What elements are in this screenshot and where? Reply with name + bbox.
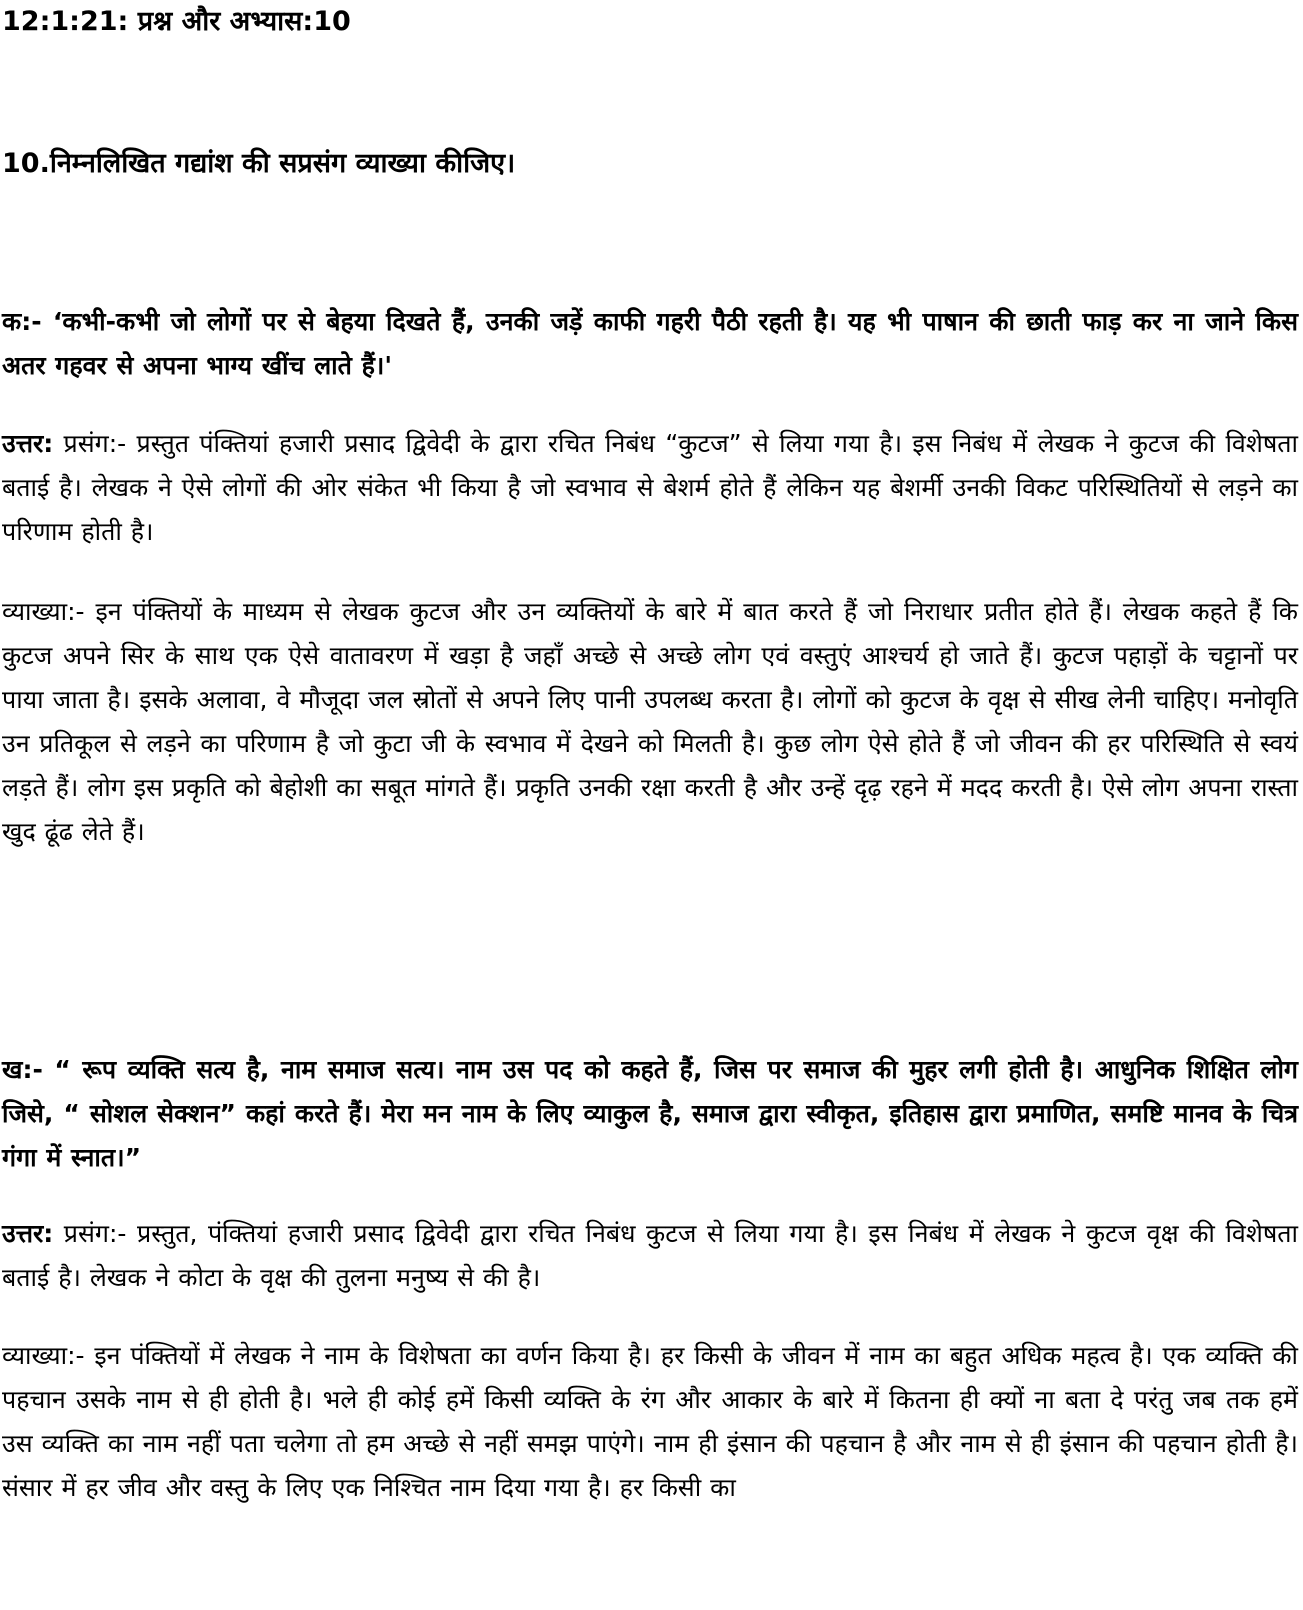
passage-ka-explanation: व्याख्या:- इन पंक्तियों के माध्यम से लेखक कुटज और उन व्यक्तियों के बारे में बात करते हैं जो निराधार प्रतीत होते हैं। लेखक कहते हैं कि कुटज अपने सिर के साथ एक ऐसे वातावरण में खड़ा है जहाँ अच्छे से अच्छे लोग एवं वस्तुएं आश्चर्य हो जाते हैं। कुटज पहाड़ों के चट्टानों पर पाया जाता है। इसके अलावा, वे मौजूदा जल स्रोतों से अपने लिए पानी उपलब्ध करता है। लोगों को कुटज के वृक्ष से सीख लेनी चाहिए। मनोवृति उन प्रतिकूल से लड़ने का परिणाम है जो कुटा जी के स्वभाव में देखने को मिलती है। कुछ लोग ऐसे होते हैं जो जीवन की हर परिस्थिति से स्वयं लड़ते हैं। लोग इस प्रकृति को बेहोशी का सबूत मांगते हैं। प्रकृति उनकी रक्षा करती है और उन्हें दृढ़ रहने में मदद करती है। ऐसे लोग अपना रास्ता खुद ढूंढ लेते हैं। bbox=[2, 597, 1298, 846]
passage-kha-explanation: व्याख्या:- इन पंक्तियों में लेखक ने नाम के विशेषता का वर्णन किया है। हर किसी के जीवन में नाम का बहुत अधिक महत्व है। एक व्यक्ति की पहचान उसके नाम से ही होती है। भले ही कोई हमें किसी व्यक्ति के रंग और आकार के बारे में कितना ही क्यों ना बता दे परंतु जब तक हमें उस व्यक्ति का नाम नहीं पता चलेगा तो हम अच्छे से नहीं समझ पाएंगे। नाम ही इंसान की पहचान है और नाम से ही इंसान की पहचान होती है। संसार में हर जीव और वस्तु के लिए एक निश्चित नाम दिया गया है। हर किसी का bbox=[2, 1341, 1298, 1502]
answer-label: उत्तर: bbox=[2, 429, 54, 458]
answer-label: उत्तर: bbox=[2, 1219, 54, 1248]
page-title: 12:1:21: प्रश्न और अभ्यास:10 bbox=[2, 6, 351, 37]
passage-kha-answer bbox=[2, 1212, 1298, 1300]
passage-kha-quote: ख:- “ रूप व्यक्ति सत्य है, नाम समाज सत्य। नाम उस पद को कहते हैं, जिस पर समाज की मुहर लगी होती है। आधुनिक शिक्षित लोग जिसे, “ सोशल सेक्शन” कहां करते हैं। मेरा मन नाम के लिए व्याकुल है, समाज द्वारा स्वीकृत, इतिहास द्वारा प्रमाणित, समष्टि मानव के चित्र गंगा में स्नात।” bbox=[2, 1055, 1298, 1172]
answer-text: प्रसंग:- प्रस्तुत, पंक्तियां हजारी प्रसाद द्विवेदी द्वारा रचित निबंध कुटज से लिया गया है। इस निबंध में लेखक ने कुटज वृक्ष की विशेषता बताई है। लेखक ने कोटा के वृक्ष की तुलना मनुष्य से की है। bbox=[2, 1219, 1298, 1292]
passage-ka-quote: क:- ‘कभी-कभी जो लोगों पर से बेहया दिखते हैं, उनकी जड़ें काफी गहरी पैठी रहती है। यह भी पाषान की छाती फाड़ कर ना जाने किस अतर गहवर से अपना भाग्य खींच लाते हैं।' bbox=[2, 307, 1298, 380]
passage-ka-answer bbox=[2, 422, 1298, 554]
question-heading: 10.निम्नलिखित गद्यांश की सप्रसंग व्याख्या कीजिए। bbox=[2, 148, 516, 179]
answer-text: प्रसंग:- प्रस्तुत पंक्तियां हजारी प्रसाद द्विवेदी के द्वारा रचित निबंध “कुटज” से लिया गया है। इस निबंध में लेखक ने कुटज की विशेषता बताई है। लेखक ने ऐसे लोगों की ओर संकेत भी किया है जो स्वभाव से बेशर्म होते हैं लेकिन यह बेशर्मी उनकी विकट परिस्थितियों से लड़ने का परिणाम होती है। bbox=[2, 429, 1298, 546]
